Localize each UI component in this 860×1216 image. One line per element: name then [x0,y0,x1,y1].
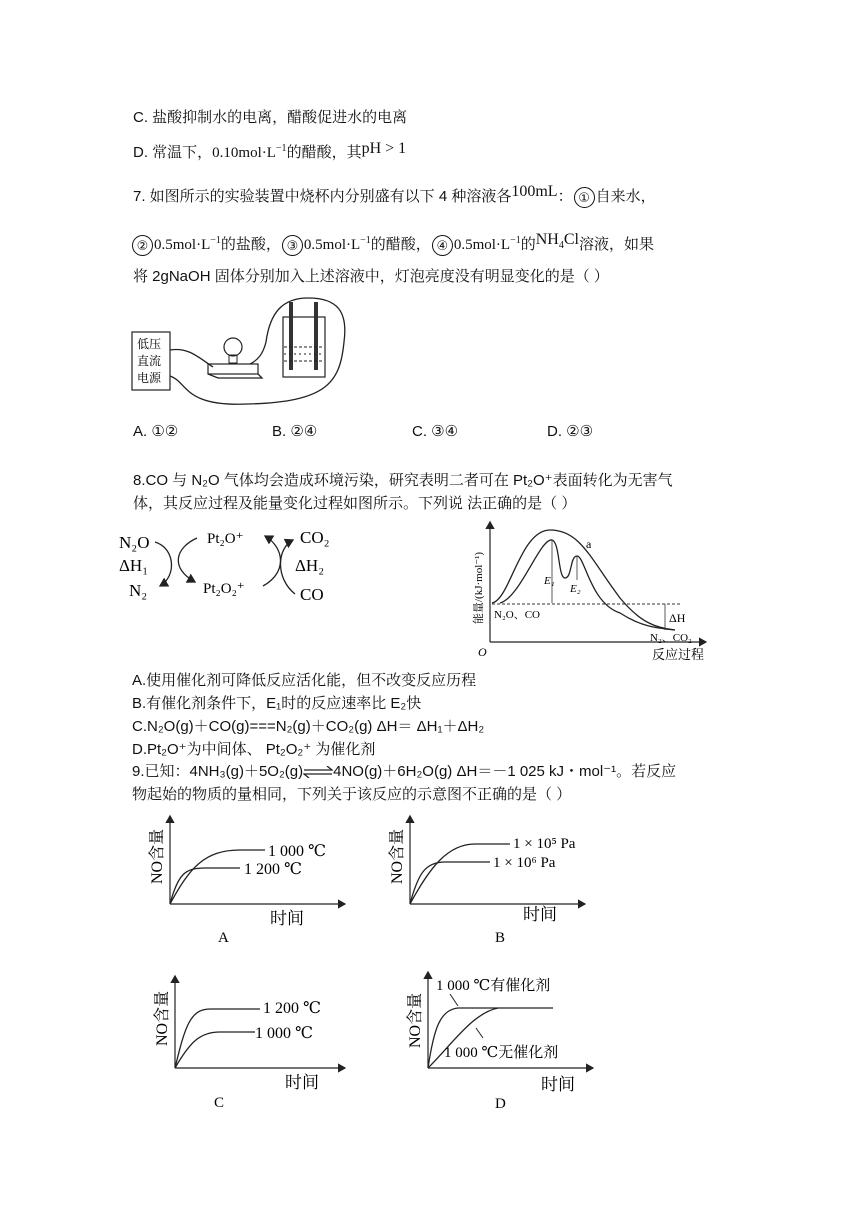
q9-products: 4NO(g)＋6H₂O(g) ΔH＝－1 025 kJ・mol⁻¹。若反应 [333,763,677,780]
graph-a-letter: A [218,930,229,946]
q7-option-c: C. ③④ [412,423,459,440]
equilibrium-arrow-icon [303,763,333,780]
bulb-base [208,364,258,374]
q7-solution: 溶液，如果 [578,236,654,253]
circled-1: ① [574,187,595,208]
graph-c-letter: C [214,1095,225,1111]
graph-d [398,968,598,1112]
graph-a-upper-label: 1 000 ℃ [268,843,326,860]
graph-d-lower-label: 1 000 ℃无催化剂 [444,1045,559,1061]
curve-a-label: a [586,537,592,551]
q7-water: 自来水， [595,188,656,205]
cycle-pt2o: Pt₂O⁺ [207,531,244,547]
power-label-2: 直流 [137,354,162,368]
conc-exp: −1 [360,235,371,246]
graph-c [145,972,355,1112]
q7-volume: 100mL [511,183,558,200]
graph-c-lower-label: 1 000 ℃ [255,1025,313,1042]
q8-line1: 8.CO 与 N₂O 气体均会造成环境污染，研究表明二者可在 Pt₂O⁺表面转化为无害气 [133,472,673,489]
q7-conc-2: 0.5mol·L [154,237,211,253]
graph-a-lower-label: 1 200 ℃ [244,861,302,878]
q9-line1 [132,760,676,781]
graph-b-lower-label: 1 × 10⁶ Pa [493,855,556,871]
graph-c-upper-curve [175,1009,260,1068]
q6-option-d-mid: 的醋酸，其 [286,144,362,161]
wire-loop [170,298,345,404]
electrode-right [314,302,318,370]
cycle-pt2o2: Pt₂O₂⁺ [203,581,245,597]
energy-origin: O [478,645,487,659]
energy-xlabel: 反应过程 [652,647,705,662]
energy-ylabel: 能量/(kJ·mol⁻¹) [473,551,485,624]
q7-line2 [131,233,654,256]
q8-option-a: A.使用催化剂可降低反应活化能，但不改变反应历程 [132,672,477,689]
cycle-dh1: ΔH₁ [119,556,149,575]
dh-label: ΔH [669,611,686,625]
q8-line2: 体，其反应过程及能量变化过程如图所示。下列说 法正确的是（ ） [133,495,577,512]
electrode-left [289,302,293,370]
power-label-1: 低压 [137,337,162,351]
q7-colon: ： [557,188,573,205]
graph-d-xlabel: 时间 [541,1075,575,1094]
cycle-n2o: N₂O [119,533,150,552]
power-label-3: 电源 [137,371,162,385]
q7-line1 [133,185,656,208]
cycle-n2: N₂ [129,581,148,600]
q9-stem: 9.已知：4NH₃(g)＋5O₂(g) [132,763,304,780]
nh4cl-formula: $NH_4Cl$ [535,231,579,252]
graph-c-upper-label: 1 200 ℃ [263,1000,321,1017]
q6-conc: 0.10mol·L [212,145,276,161]
graph-b-letter: B [495,930,506,946]
graph-c-xlabel: 时间 [285,1073,319,1092]
energy-profile-chart [470,518,715,666]
graph-b-upper-curve [410,844,510,904]
q7-de: 的 [520,236,536,253]
graph-d-letter: D [495,1096,506,1112]
q7-option-a: A. ①② [133,423,179,440]
graph-c-ylabel: NO含量 [154,990,171,1046]
products-label: N₂、CO₂ [650,632,692,644]
q8-option-d: D.Pt₂O⁺为中间体、 Pt₂O₂⁺ 为催化剂 [132,741,376,758]
graph-a-ylabel: NO含量 [149,828,166,884]
q8-option-c: C.N₂O(g)＋CO(g)===N₂(g)＋CO₂(g) ΔH＝ ΔH₁＋ΔH₂ [132,718,485,735]
cycle-co: CO [300,585,324,604]
reaction-cycle-diagram [115,518,355,610]
q9-line2: 物起始的物质的量相同，下列关于该反应的示意图不正确的是（ ） [132,786,572,803]
light-bulb-icon [224,338,242,356]
conc-exp: −1 [210,235,221,246]
q7-conc-4: 0.5mol·L [453,237,511,253]
q8-option-b: B.有催化剂条件下，E₁时的反应速率比 E₂快 [132,695,422,712]
q7-conc-3: 0.5mol·L [303,237,361,253]
circled-2: ② [132,235,153,256]
q6-option-d [133,141,406,162]
graph-b-xlabel: 时间 [523,905,557,924]
q7-option-b: B. ②④ [272,423,318,440]
q6-conc-exp: −1 [275,143,287,154]
q7-option-d: D. ②③ [547,423,594,440]
graph-b [380,812,610,947]
reactants-label: N₂O、CO [494,609,541,621]
q7-stem: 7. 如图所示的实验装置中烧杯内分别盛有以下 4 种溶液各 [133,188,512,205]
graph-b-ylabel: NO含量 [389,828,406,884]
circuit-apparatus [128,292,353,412]
q6-option-c: C. 盐酸抑制水的电离，醋酸促进水的电离 [133,109,408,126]
wire-top [170,349,213,367]
graph-a-xlabel: 时间 [270,909,304,928]
e2-label: E₂ [570,583,581,595]
cycle-co2: CO₂ [300,528,330,547]
circled-3: ③ [282,235,303,256]
graph-d-upper-label: 1 000 ℃有催化剂 [436,978,551,994]
circled-4: ④ [432,235,453,256]
conc-exp: −1 [510,235,521,246]
q7-line3: 将 2gNaOH 固体分别加入上述溶液中，灯泡亮度没有明显变化的是（ ） [133,268,609,285]
e1-label: E₁ [544,575,555,587]
q7-hcl: 的盐酸， [220,236,281,253]
q6-ph: pH > 1 [361,140,407,157]
cycle-dh2: ΔH₂ [295,556,325,575]
q6-option-d-prefix: D. 常温下， [133,144,213,161]
graph-d-ylabel: NO含量 [407,992,424,1048]
graph-b-upper-label: 1 × 10⁵ Pa [513,836,576,852]
graph-a [140,812,350,947]
q7-acetic: 的醋酸， [370,236,431,253]
graph-c-lower-curve [175,1032,255,1068]
